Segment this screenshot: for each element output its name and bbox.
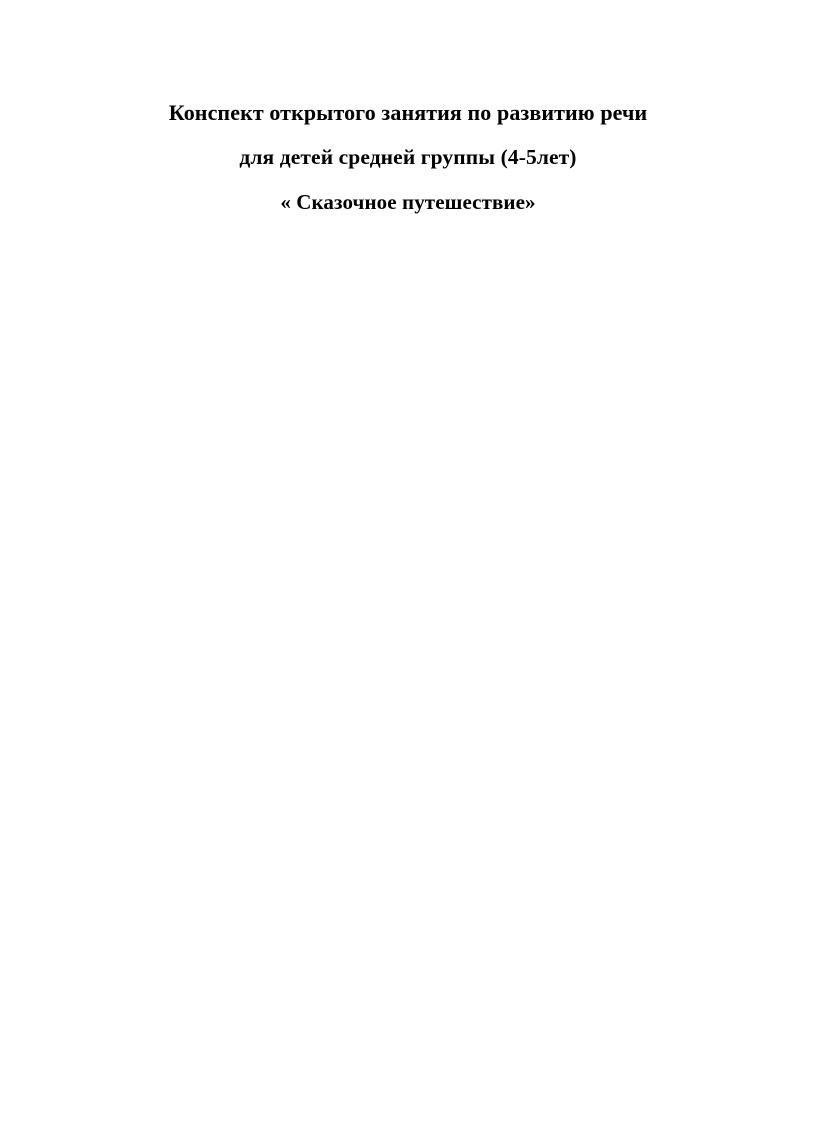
document-body [96, 90, 720, 225]
title-line-1: Конспект открытого занятия по развитию речи [168, 100, 648, 125]
title-line-2: для детей средней группы (4-5лет) [239, 145, 577, 169]
document-title-block [96, 90, 720, 225]
title-line-3: « Сказочное путешествие» [280, 190, 536, 214]
